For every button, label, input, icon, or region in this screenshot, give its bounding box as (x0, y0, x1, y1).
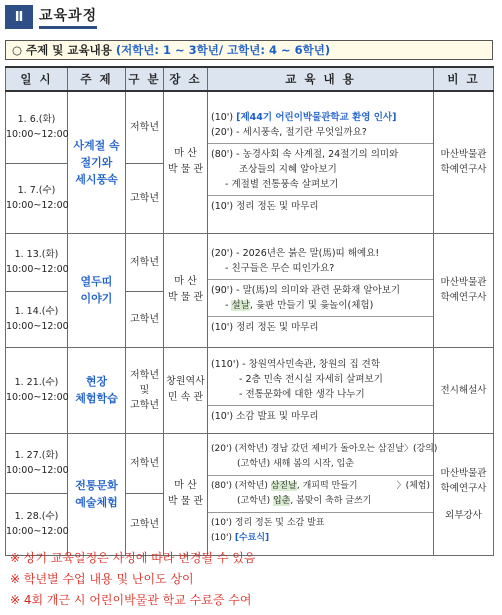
col-content: 교 육 내 용 (208, 67, 434, 91)
date-cell: 1. 14.(수) 10:00~12:00 (6, 291, 68, 347)
note-cell: 마산박물관 학예연구사 외부강사 (434, 433, 494, 555)
grade-cell: 고학년 (126, 493, 164, 555)
note-cell: 마산박물관 학예연구사 (434, 91, 494, 233)
grade-cell: 저학년 및 고학년 (126, 347, 164, 433)
table-row (6, 433, 494, 493)
date-cell: 1. 21.(수) 10:00~12:00 (6, 347, 68, 433)
place-cell: 마 산 박 물 관 (164, 91, 208, 233)
theme-cell: 사계절 속 절기와 세시풍속 (68, 91, 126, 233)
grade-cell: 저학년 (126, 91, 164, 163)
note-cell: 전시해설사 (434, 347, 494, 433)
grade-cell: 저학년 (126, 433, 164, 493)
table-header-row (6, 67, 494, 91)
theme-cell: 전통문화 예술체험 (68, 433, 126, 555)
theme-cell: 현장 체험학습 (68, 347, 126, 433)
grade-cell: 고학년 (126, 163, 164, 233)
section-title: 교육과정 (39, 5, 97, 29)
col-date: 일 시 (6, 67, 68, 91)
date-cell: 1. 28.(수) 10:00~12:00 (6, 493, 68, 555)
content-cell: (20') (저학년) 경남 갔던 제비가 돌아오는 삼짇날 〉(강의) (고학년) 새해 봄의 시작, 입춘 (80') (저학년) 삼짇날, 개피떡 만들기 〉(체험) (고학년) 입춘, 봄맞이 축하 글쓰기 (10') 정리 정돈 및 소감 발표 (10') [수료식] (208, 433, 434, 555)
place-cell: 마 산 박 물 관 (164, 233, 208, 347)
place-cell: 마 산 박 물 관 (164, 433, 208, 555)
theme-cell: 열두띠 이야기 (68, 233, 126, 347)
note-line: ※ 상기 교육일정은 사정에 따라 변경될 수 있음 (10, 551, 256, 565)
grade-cell: 저학년 (126, 233, 164, 291)
subject-bar (5, 40, 493, 60)
table-row (6, 347, 494, 433)
col-grade: 구 분 (126, 67, 164, 91)
content-cell: (110') - 창원역사민속관, 창원의 집 견학 - 2층 민속 전시실 자세히 살펴보기 - 전통문화에 대한 생각 나누기 (10') 소감 발표 및 마무리 (208, 347, 434, 433)
note-cell: 마산박물관 학예연구사 (434, 233, 494, 347)
place-cell: 창원역사 민 속 관 (164, 347, 208, 433)
table-row (6, 91, 494, 163)
col-note: 비 고 (434, 67, 494, 91)
section-number: Ⅱ (5, 5, 33, 29)
date-cell: 1. 6.(화) 10:00~12:00 (6, 91, 68, 163)
content-cell: (10') [제44기 어린이박물관학교 환영 인사] (20') - 세시풍속, 절기란 무엇일까요? (80') - 농경사회 속 사계절, 24절기의 의미와 조상들의 지혜 알아보기 - 계절별 전통풍속 살펴보기 (10') 정리 정돈 및 마무리 (208, 91, 434, 233)
note-line: ※ 4회 개근 시 어린이박물관 학교 수료증 수여 (10, 593, 252, 607)
subject-label: ○ 주제 및 교육내용 (12, 43, 112, 57)
date-cell: 1. 27.(화) 10:00~12:00 (6, 433, 68, 493)
date-cell: 1. 7.(수) 10:00~12:00 (6, 163, 68, 233)
table-row (6, 233, 494, 291)
content-cell: (20') - 2026년은 붉은 말(馬)띠 해예요! - 친구들은 무슨 띠인가요? (90') - 말(馬)의 의미와 관련 문화재 알아보기 - 설날, 윷판 만들기 및 윷놀이(체험) (10') 정리 정돈 및 마무리 (208, 233, 434, 347)
section-header (5, 4, 97, 30)
grade-cell: 고학년 (126, 291, 164, 347)
col-place: 장 소 (164, 67, 208, 91)
date-cell: 1. 13.(화) 10:00~12:00 (6, 233, 68, 291)
col-theme: 주 제 (68, 67, 126, 91)
curriculum-table (5, 66, 494, 556)
subject-grades: (저학년: 1 ~ 3학년/ 고학년: 4 ~ 6학년) (115, 43, 331, 57)
notes (10, 548, 255, 611)
note-line: ※ 학년별 수업 내용 및 난이도 상이 (10, 572, 194, 586)
